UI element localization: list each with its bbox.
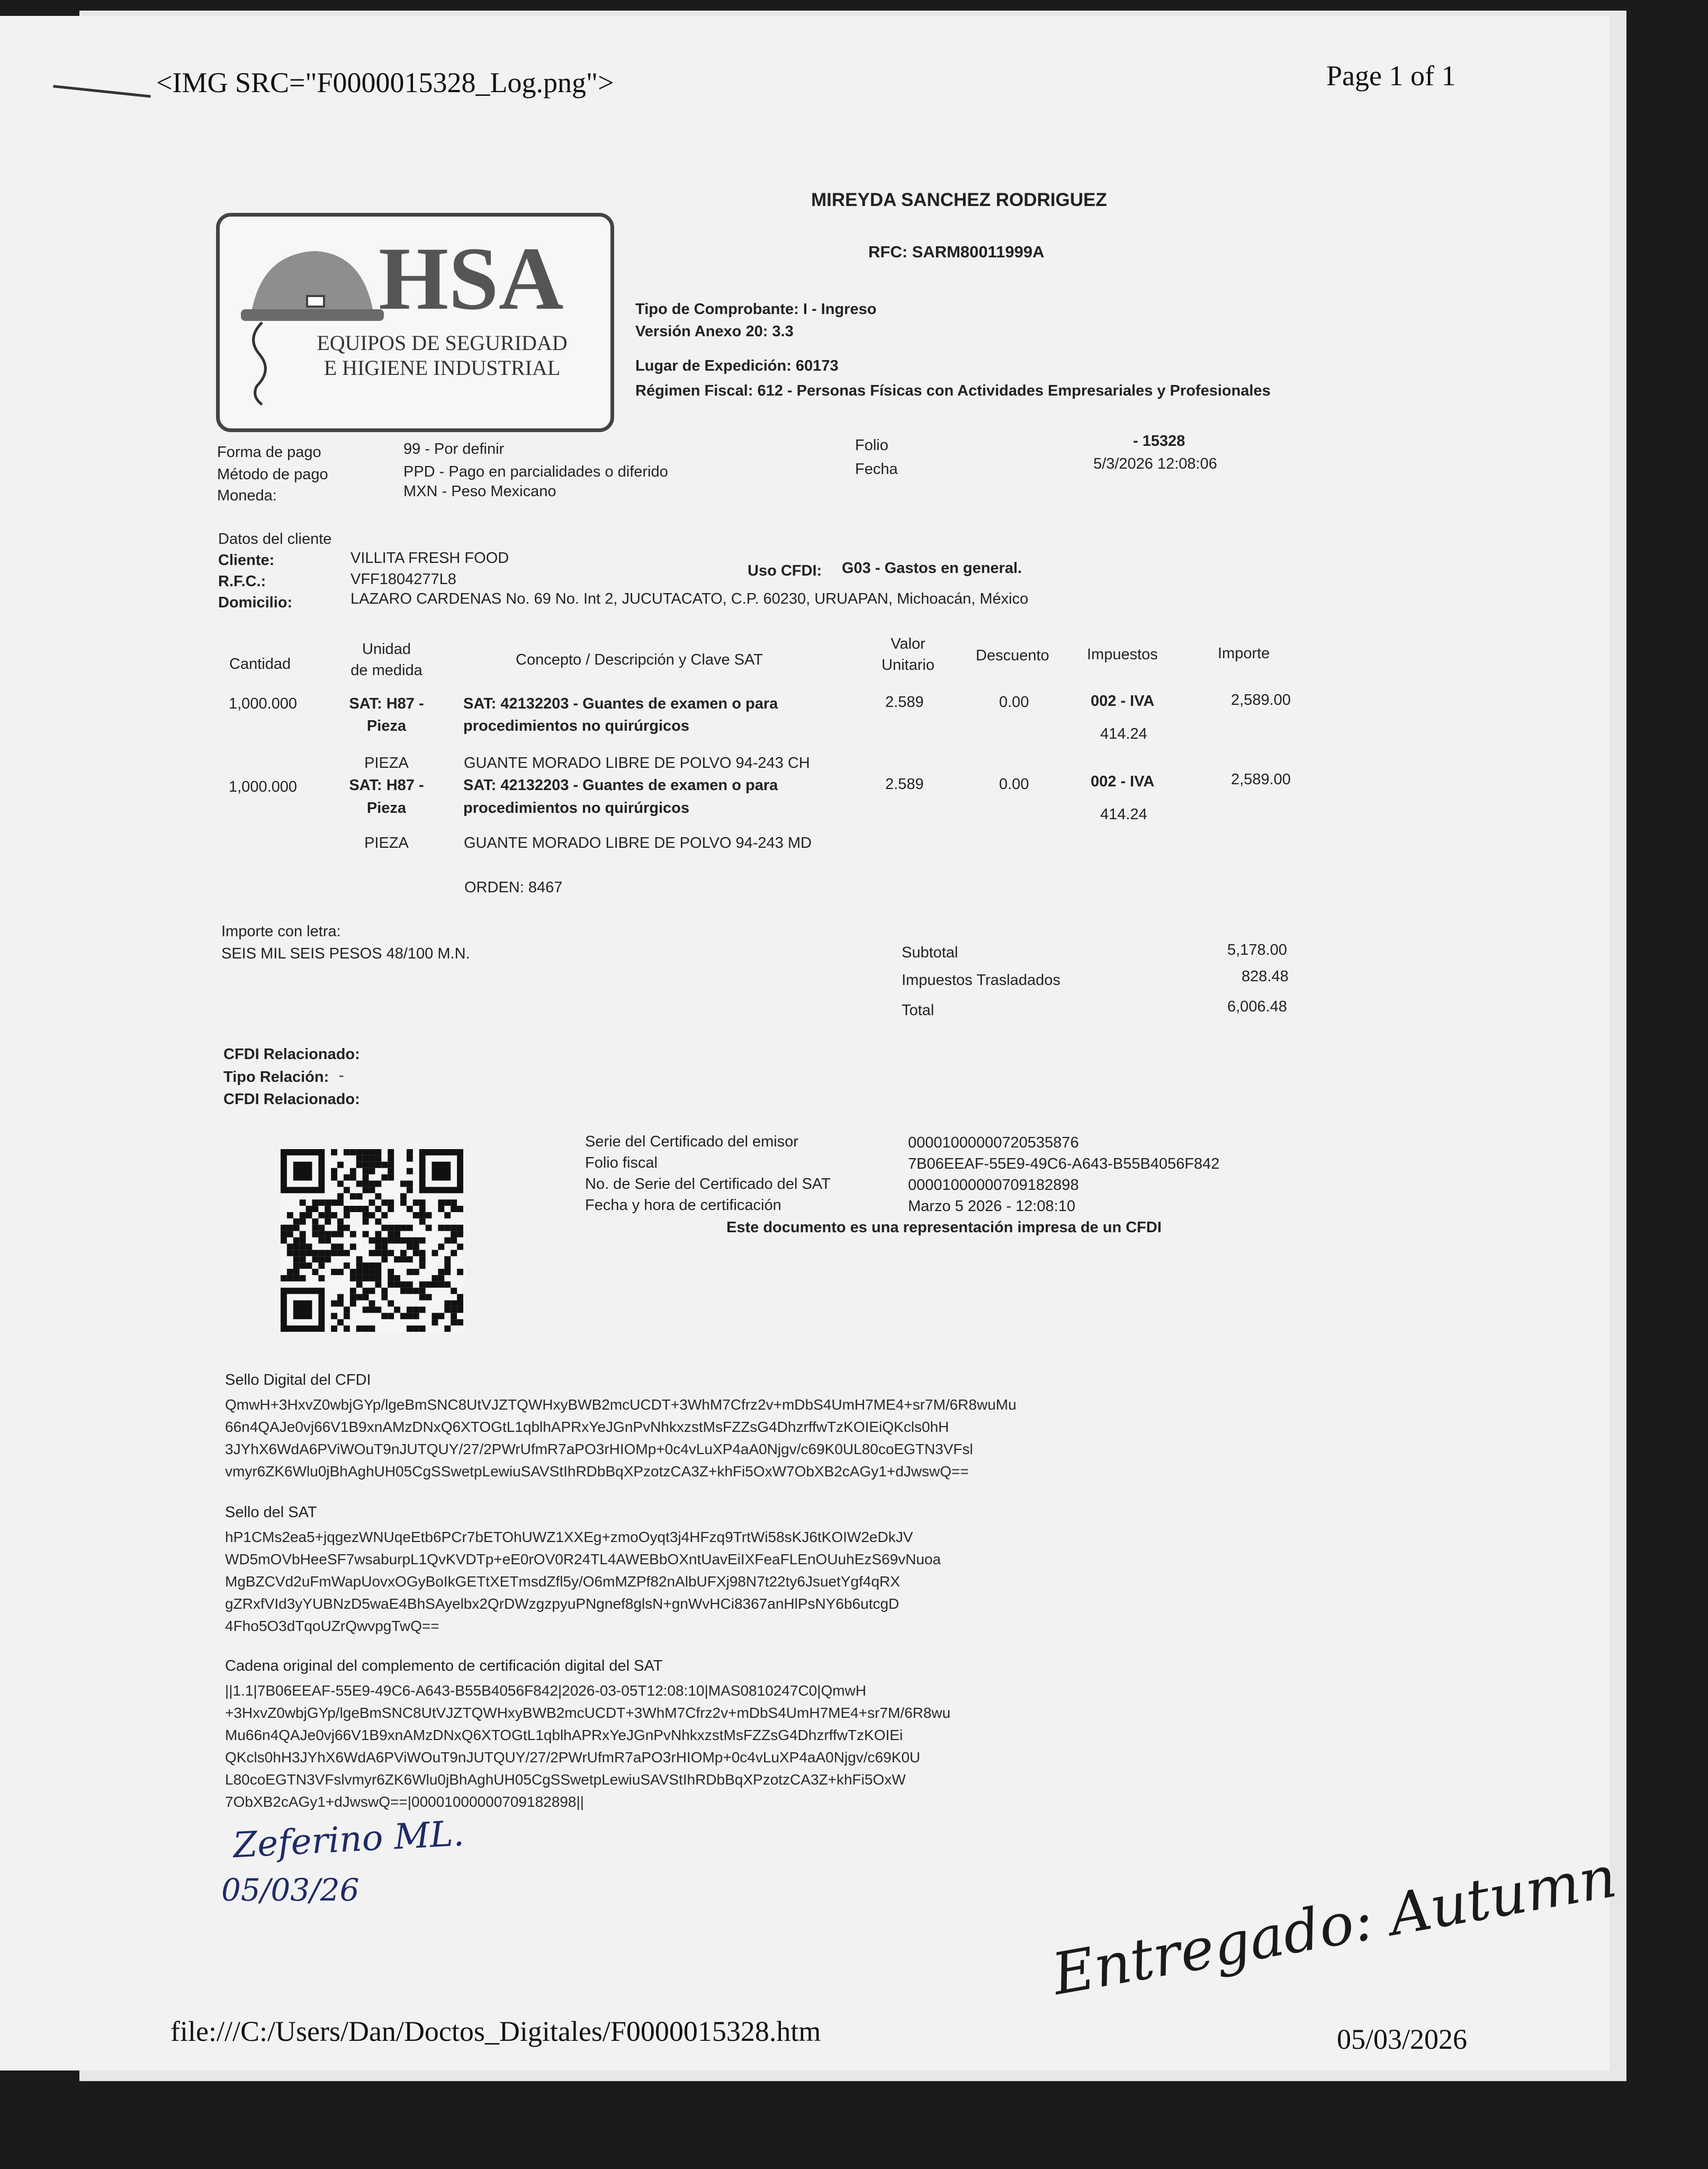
row-concepto: SAT: 42132203 - Guantes de examen o para bbox=[463, 695, 778, 712]
col-concepto: Concepto / Descripción y Clave SAT bbox=[516, 651, 763, 668]
metodo-pago-value: PPD - Pago en parcialidades o diferido bbox=[403, 463, 668, 480]
logo-line-1: EQUIPOS DE SEGURIDAD bbox=[317, 331, 568, 355]
serie-sat-label: No. de Serie del Certificado del SAT bbox=[585, 1176, 831, 1193]
row-unidad-desc: PIEZA bbox=[364, 755, 409, 772]
total-value: 6,006.48 bbox=[1227, 998, 1287, 1015]
cfdi-relacionado-label: CFDI Relacionado: bbox=[223, 1046, 360, 1063]
pen-stroke bbox=[53, 85, 151, 97]
company-logo bbox=[216, 213, 614, 432]
hard-hat-icon bbox=[230, 232, 384, 407]
print-footer-left: file:///C:/Users/Dan/Doctos_Digitales/F0000015328.htm bbox=[170, 2015, 821, 2047]
row-concepto-2: procedimientos no quirúrgicos bbox=[463, 718, 689, 734]
row-valor: 2.589 bbox=[885, 776, 924, 793]
col-valor-2: Unitario bbox=[882, 657, 934, 674]
fecha-certificacion-label: Fecha y hora de certificación bbox=[585, 1197, 781, 1214]
sello-sat-text: hP1CMs2ea5+jqgezWNUqeEtb6PCr7bETOhUWZ1XXEg+zmoOyqt3j4HFzq9TrtWi58sKJ6tKOIW2eDkJV WD5mOVbHeeSF7wsaburpL1QvKVDTp+eE0rOV0R24TL4AWEBbOXntUavEiIXFeaFLEnOUuhEzS69vNuoa MgBZCVd2uFmWapUovxOGyBoIkGETtXETmsdZfl5y/O6mMZPf82nAlbUFXj98N7t22ty6JsuetYgf4qRX gZRxfVId3yYUBNzD5waE4BhSAyelbx2QrDWzgzpyuPNgnef8glsN+gnWvHCi8367anHlPsNY6b6utcgD 4Fho5O3dTqoUZrQwvpgTwQ== bbox=[225, 1529, 941, 1634]
folio-value: - 15328 bbox=[1133, 433, 1185, 450]
importe-letra-label: Importe con letra: bbox=[221, 923, 341, 940]
print-header-left: <IMG SRC="F0000015328_Log.png"> bbox=[156, 67, 614, 98]
logo-brand: HSA bbox=[379, 229, 564, 328]
serie-emisor-label: Serie del Certificado del emisor bbox=[585, 1133, 798, 1150]
version-anexo: Versión Anexo 20: 3.3 bbox=[635, 323, 794, 340]
domicilio-label: Domicilio: bbox=[218, 594, 293, 611]
serie-emisor-value: 00001000000720535876 bbox=[908, 1134, 1079, 1151]
issuer-name: MIREYDA SANCHEZ RODRIGUEZ bbox=[811, 190, 1107, 210]
forma-pago-label: Forma de pago bbox=[217, 444, 321, 461]
row-unidad: SAT: H87 - bbox=[349, 695, 424, 712]
logo-line-2: E HIGIENE INDUSTRIAL bbox=[323, 356, 561, 380]
row-cantidad: 1,000.000 bbox=[229, 695, 298, 712]
cadena-original-title: Cadena original del complemento de certificación digital del SAT bbox=[225, 1657, 663, 1674]
moneda-value: MXN - Peso Mexicano bbox=[403, 483, 556, 500]
row-impuesto-monto: 414.24 bbox=[1100, 725, 1147, 742]
row-descripcion: GUANTE MORADO LIBRE DE POLVO 94-243 MD bbox=[464, 835, 812, 852]
impuestos-trasladados-value: 828.48 bbox=[1242, 968, 1289, 985]
col-descuento: Descuento bbox=[976, 647, 1049, 664]
sello-sat-title: Sello del SAT bbox=[225, 1504, 317, 1521]
issuer-rfc: RFC: SARM80011999A bbox=[868, 243, 1045, 261]
col-impuestos: Impuestos bbox=[1087, 646, 1158, 663]
print-header-right: Page 1 of 1 bbox=[1326, 60, 1456, 92]
serie-sat-value: 00001000000709182898 bbox=[908, 1177, 1079, 1194]
total-label: Total bbox=[902, 1002, 934, 1019]
col-unidad-2: de medida bbox=[350, 662, 422, 679]
print-footer-right: 05/03/2026 bbox=[1337, 2023, 1468, 2055]
row-unidad: SAT: H87 - bbox=[349, 777, 424, 794]
moneda-label: Moneda: bbox=[217, 487, 277, 504]
row-concepto-2: procedimientos no quirúrgicos bbox=[463, 800, 689, 817]
col-cantidad: Cantidad bbox=[229, 656, 291, 673]
folio-fiscal-value: 7B06EEAF-55E9-49C6-A643-B55B4056F842 bbox=[908, 1155, 1220, 1172]
cadena-original-text: ||1.1|7B06EEAF-55E9-49C6-A643-B55B4056F842|2026-03-05T12:08:10|MAS0810247C0|QmwH +3HxvZ0wbjGYp/lgeBmSNC8UtVJZTQWHxyBWB2mcUCDT+3WhM7Cfrz2v+mDbS4UmH7ME4+sr7M/6R8wu Mu66n4QAJe0vj66V1B9xnAMzDNxQ6XTOGtL1qblhAPRxYeJGnPvNhkxzstMsFZZsG4DhzrffwTzKOIEi QKcls0hH3JYhX6WdA6PViWOuT9nJUTQUY/27/2PWrUfmR7aPO3rHIOMp+0c4vLuXP4aA0Njgv/c69K0U L80coEGTN3VFslvmyr6ZK6Wlu0jBhAghUH05CgSSwetpLewiuSAVStIhRDbBqXPzotzCA3Z+khFi5OxW 7ObXB2cAGy1+dJwswQ==|00001000000709182898|| bbox=[225, 1682, 951, 1810]
qr-code bbox=[281, 1149, 463, 1332]
row-unidad-name: Pieza bbox=[366, 800, 407, 817]
uso-cfdi-value: G03 - Gastos en general. bbox=[842, 560, 1022, 577]
row-descuento: 0.00 bbox=[999, 694, 1029, 711]
fecha-value: 5/3/2026 12:08:06 bbox=[1093, 455, 1217, 472]
row-unidad-name: Pieza bbox=[366, 718, 407, 734]
lugar-expedicion: Lugar de Expedición: 60173 bbox=[635, 357, 839, 374]
cliente-value: VILLITA FRESH FOOD bbox=[350, 550, 509, 567]
col-importe: Importe bbox=[1218, 645, 1270, 662]
sello-cfdi-text: QmwH+3HxvZ0wbjGYp/lgeBmSNC8UtVJZTQWHxyBWB2mcUCDT+3WhM7Cfrz2v+mDbS4UmH7ME4+sr7M/6R8wuMu 66n4QAJe0vj66V1B9xnAMzDNxQ6XTOGtL1qblhAPRxYeJGnPvNhkxzstMsFZZsG4DhzrffwTzKOIEiQKcls0hH 3JYhX6WdA6PViWOuT9nJUTQUY/27/2PWrUfmR7aPO3rHIOMp+0c4vLuXP4aA0Njgv/c69K0UL80coEGTN3VFsl vmyr6ZK6Wlu0jBhAghUH05CgSSwetpLewiuSAVStIhRDbBqXPzotzCA3Z+khFi5OxW7ObXB2cAGy1+dJwswQ== bbox=[225, 1396, 1017, 1480]
tipo-comprobante: Tipo de Comprobante: I - Ingreso bbox=[635, 301, 877, 318]
subtotal-value: 5,178.00 bbox=[1227, 942, 1287, 958]
folio-label: Folio bbox=[855, 437, 888, 454]
row-descripcion: GUANTE MORADO LIBRE DE POLVO 94-243 CH bbox=[464, 755, 810, 772]
subtotal-label: Subtotal bbox=[902, 944, 958, 961]
row-impuesto: 002 - IVA bbox=[1091, 773, 1155, 790]
rfc-label: R.F.C.: bbox=[218, 573, 266, 590]
handwritten-name: Zeferino ML. bbox=[232, 1813, 465, 1866]
row-valor: 2.589 bbox=[885, 694, 924, 711]
domicilio-value: LAZARO CARDENAS No. 69 No. Int 2, JUCUTACATO, C.P. 60230, URUAPAN, Michoacán, México bbox=[350, 590, 1029, 607]
rfc-value: VFF1804277L8 bbox=[350, 571, 456, 588]
row-importe: 2,589.00 bbox=[1231, 692, 1291, 709]
cfdi-representation-note: Este documento es una representación impresa de un CFDI bbox=[726, 1219, 1162, 1236]
row-descuento: 0.00 bbox=[999, 776, 1029, 793]
invoice-page bbox=[0, 16, 1708, 2071]
row-impuesto: 002 - IVA bbox=[1091, 693, 1155, 710]
datos-cliente-heading: Datos del cliente bbox=[218, 531, 332, 548]
cfdi-relacionado-label-2: CFDI Relacionado: bbox=[223, 1091, 360, 1108]
uso-cfdi-label: Uso CFDI: bbox=[748, 562, 822, 579]
row-cantidad: 1,000.000 bbox=[229, 778, 298, 795]
importe-letra-value: SEIS MIL SEIS PESOS 48/100 M.N. bbox=[221, 945, 470, 962]
impuestos-trasladados-label: Impuestos Trasladados bbox=[902, 972, 1060, 989]
regimen-fiscal: Régimen Fiscal: 612 - Personas Físicas con Actividades Empresariales y Profesionales bbox=[635, 382, 1271, 399]
metodo-pago-label: Método de pago bbox=[217, 466, 328, 483]
row-concepto: SAT: 42132203 - Guantes de examen o para bbox=[463, 777, 778, 794]
handwritten-received: Entregado: Autumn Pa bbox=[1047, 1828, 1708, 2009]
cliente-label: Cliente: bbox=[218, 552, 275, 569]
folio-fiscal-label: Folio fiscal bbox=[585, 1154, 658, 1171]
row-unidad-desc: PIEZA bbox=[364, 835, 409, 852]
row-impuesto-monto: 414.24 bbox=[1100, 806, 1147, 823]
fecha-certificacion-value: Marzo 5 2026 - 12:08:10 bbox=[908, 1198, 1075, 1215]
fecha-label: Fecha bbox=[855, 461, 898, 478]
row-importe: 2,589.00 bbox=[1231, 771, 1291, 788]
sello-cfdi-title: Sello Digital del CFDI bbox=[225, 1372, 371, 1388]
tipo-relacion-label: Tipo Relación: bbox=[223, 1069, 329, 1086]
tipo-relacion-value: - bbox=[339, 1067, 344, 1084]
forma-pago-value: 99 - Por definir bbox=[403, 441, 505, 458]
col-valor-1: Valor bbox=[891, 635, 925, 652]
col-unidad-1: Unidad bbox=[362, 641, 411, 658]
handwritten-date: 05/03/26 bbox=[221, 1872, 359, 1908]
orden-number: ORDEN: 8467 bbox=[464, 879, 563, 896]
